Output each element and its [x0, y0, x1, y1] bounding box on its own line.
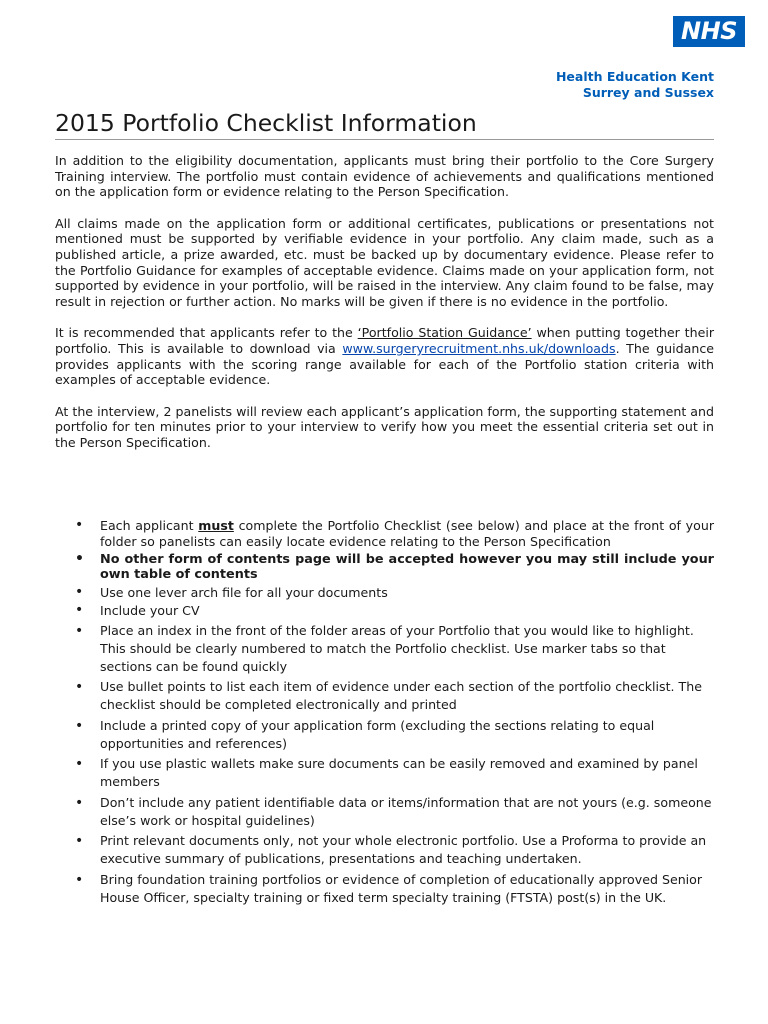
list-item: • If you use plastic wallets make sure documents can be easily removed and examined by panel members [55, 755, 714, 791]
paragraph-guidance [55, 325, 714, 387]
list-item: • Don’t include any patient identifiable data or items/information that are not yours (e.g. someone else’s work or hospital guidelines) [55, 794, 714, 830]
paragraph-interview: At the interview, 2 panelists will review each applicant’s application form, the supporting statement and portfolio for ten minutes prior to your interview to verify how you meet the essential criteria set out in the Person Specification. [55, 403, 714, 450]
nhs-logo: NHS [673, 16, 745, 47]
guidance-text-before: It is recommended that applicants refer to the [55, 325, 358, 341]
paragraph-eligibility: In addition to the eligibility documentation, applicants must bring their portfolio to the Core Surgery Training interview. The portfolio must contain evidence of achievements and qualifications mentioned on the application form or evidence relating to the Person Specification. [55, 153, 714, 200]
list-item: • Place an index in the front of the folder areas of your Portfolio that you would like to highlight. This should be clearly numbered to match the Portfolio checklist. Use marker tabs so that sections can be found quickly [55, 622, 714, 676]
org-line-1: Health Education Kent [555, 69, 714, 84]
guidance-document-name: ‘Portfolio Station Guidance’ [357, 325, 532, 341]
list-item: • No other form of contents page will be accepted however you may still include your own table of contents [55, 552, 714, 583]
bullet-text-after: complete the Portfolio Checklist (see below) and place at the front of your folder so panelists can easily locate evidence relating to the Person Specification [100, 518, 714, 549]
bullet-text-before: Each applicant [100, 518, 199, 533]
page-title: 2015 Portfolio Checklist Information [55, 108, 714, 140]
checklist-bullets [55, 518, 714, 909]
downloads-link[interactable]: www.surgeryrecruitment.nhs.uk/downloads [342, 340, 616, 356]
list-item: • Print relevant documents only, not your whole electronic portfolio. Use a Proforma to provide an executive summary of publications, presentations and teaching undertaken. [55, 832, 714, 868]
must-emphasis: must [198, 518, 234, 533]
list-item: • Bring foundation training portfolios or evidence of completion of educationally approved Senior House Officer, specialty training or fixed term specialty training (FTSTA) post(s) in the UK. [55, 871, 714, 907]
list-item: • Include a printed copy of your application form (excluding the sections relating to equal opportunities and references) [55, 717, 714, 753]
paragraph-claims: All claims made on the application form or additional certificates, publications or presentations not mentioned must be supported by verifiable evidence in your portfolio. Any claim made, such as a published article, a prize awarded, etc. must be backed up by documentary evidence. Please refer to the Portfolio Guidance for examples of acceptable evidence. Claims made on your application form, not supported by evidence in your portfolio, will be raised in the interview. Any claim found to be false, may result in rejection or further action. No marks will be given if there is no evidence in the portfolio. [55, 215, 714, 309]
list-item [55, 518, 714, 549]
list-item: • Use bullet points to list each item of evidence under each section of the portfolio checklist. The checklist should be completed electronically and printed [55, 678, 714, 714]
org-line-2: Surrey and Sussex [582, 85, 714, 100]
list-item: • Include your CV [55, 603, 714, 619]
intro-content [55, 153, 714, 467]
guidance-text-after: . The guidance provides applicants with the scoring range available for each of the Portfolio station criteria with examples of acceptable evidence. [55, 340, 714, 388]
guidance-text-mid: when putting together their portfolio. This is available to download via [55, 325, 714, 356]
list-item: • Use one lever arch file for all your documents [55, 585, 714, 601]
organisation-name [556, 69, 714, 101]
